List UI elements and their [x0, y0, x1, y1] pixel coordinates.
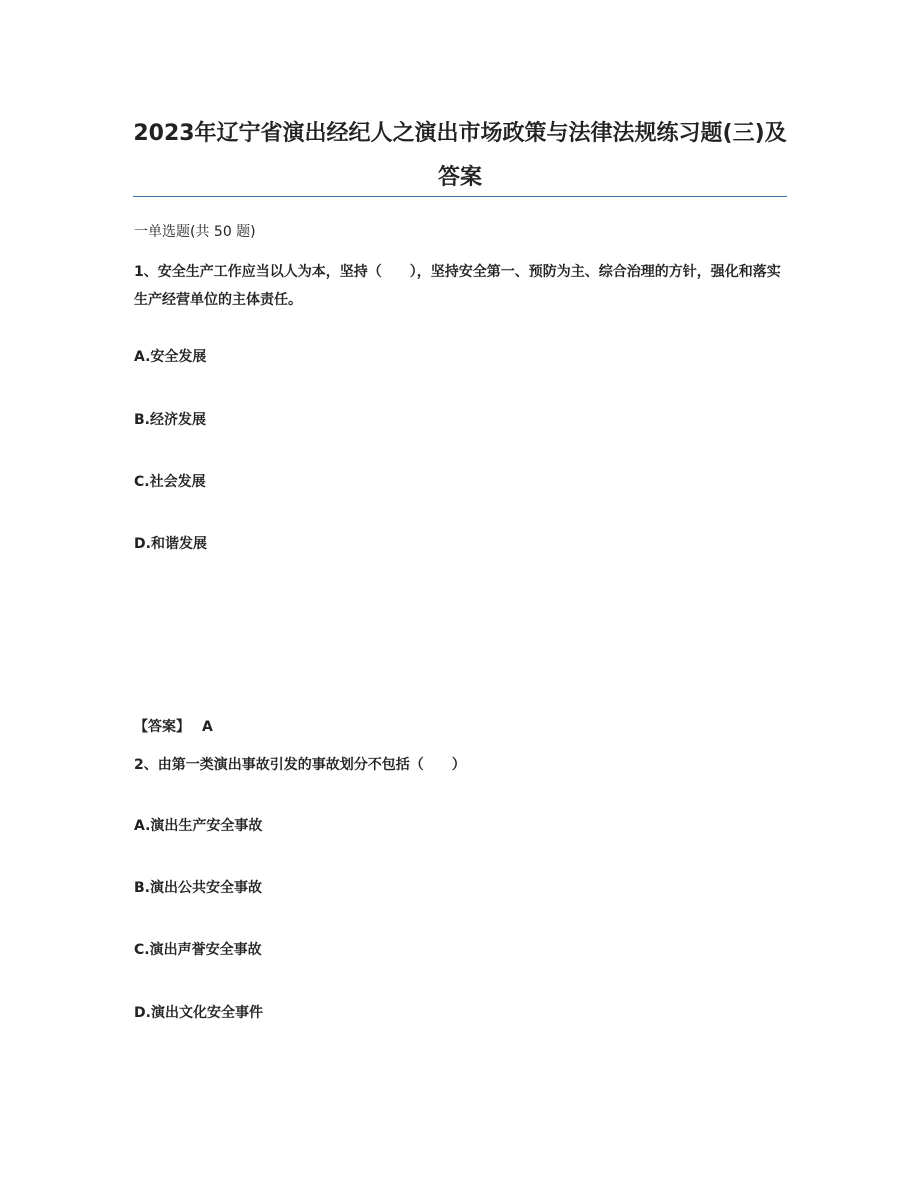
question-2-option-b: B.演出公共安全事故 — [134, 880, 262, 896]
question-2-option-c: C.演出声誉安全事故 — [134, 942, 262, 958]
answer-value: A — [202, 719, 213, 735]
question-2-option-d: D.演出文化安全事件 — [134, 1005, 263, 1021]
title-divider — [133, 196, 787, 197]
question-1-option-d: D.和谐发展 — [134, 536, 207, 552]
section-heading: 一单选题(共 50 题) — [134, 224, 256, 240]
question-1-option-a: A.安全发展 — [134, 349, 207, 365]
question-1-answer — [134, 713, 213, 741]
question-2-stem: 2、由第一类演出事故引发的事故划分不包括（ ） — [134, 757, 466, 773]
question-1-stem: 1、安全生产工作应当以人为本，坚持（ ），坚持安全第一、预防为主、综合治理的方针，强化和落实生产经营单位的主体责任。 — [134, 264, 781, 308]
question-2-option-a: A.演出生产安全事故 — [134, 818, 263, 834]
question-1-option-b: B.经济发展 — [134, 412, 206, 428]
page-title: 2023年辽宁省演出经纪人之演出市场政策与法律法规练习题(三)及答案 — [133, 121, 787, 190]
question-1-option-c: C.社会发展 — [134, 474, 206, 490]
answer-label: 【答案】 — [134, 719, 190, 735]
